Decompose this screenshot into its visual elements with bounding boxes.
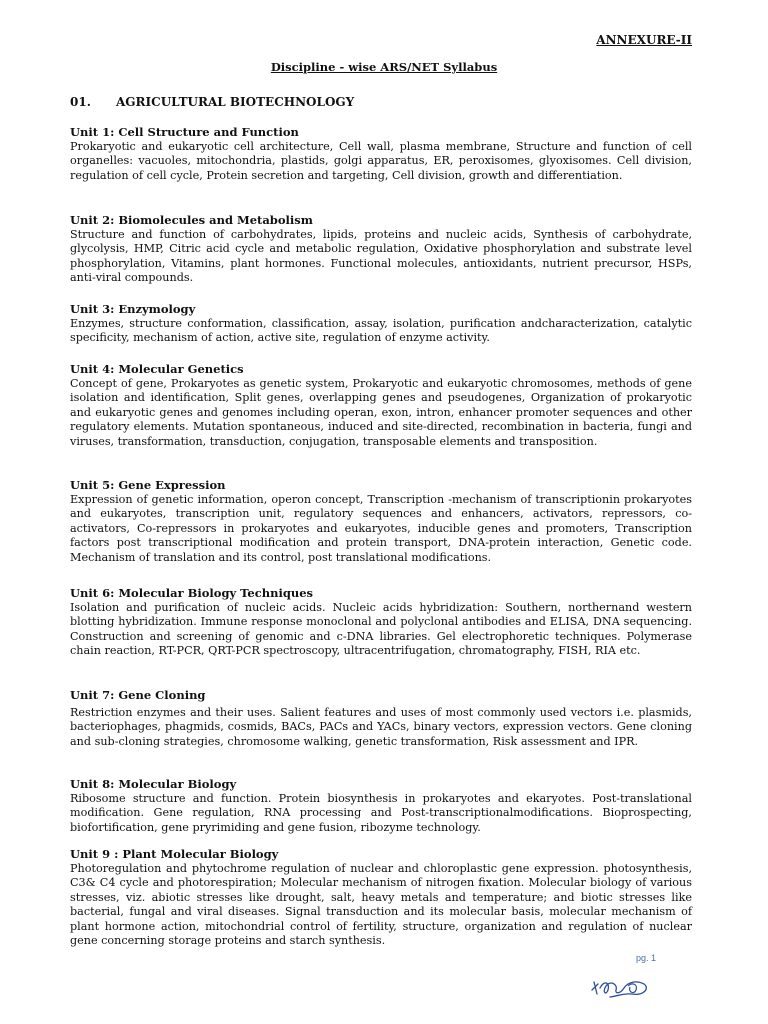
unit-body: Enzymes, structure conformation, classification, assay, isolation, purification andcharacterization, catalytic specificity, mechanism of action, active site, regulation of enzyme activity.: [70, 316, 692, 344]
unit-3: [70, 302, 692, 346]
unit-title: Unit 5: Gene Expression: [70, 478, 226, 492]
unit-title: Unit 4: Molecular Genetics: [70, 362, 244, 376]
section-name: AGRICULTURAL BIOTECHNOLOGY: [116, 95, 355, 109]
unit-body: Prokaryotic and eukaryotic cell architecture, Cell wall, plasma membrane, Structure and function of cell organelles: vacuoles, mitochondria, plastids, golgi apparatus, ER, peroxisomes, glyoxisomes. Cell division, regulation of cell cycle, Protein secretion and targeting, Cell division, growth and differentiation.: [70, 139, 692, 182]
unit-4: [70, 362, 692, 449]
unit-body: Concept of gene, Prokaryotes as genetic system, Prokaryotic and eukaryotic chromosomes, methods of gene isolation and identification, Split genes, overlapping genes and pseudogenes, Organization of prokaryotic and eukaryotic genes and genomes including operan, exon, intron, enhancer promoter sequences and other regulatory elements. Mutation spontaneous, induced and site-directed, recombination in bacteria, fungi and viruses, transformation, transduction, conjugation, transposable elements and transposition.: [70, 376, 692, 448]
unit-body: Structure and function of carbohydrates, lipids, proteins and nucleic acids, Synthesis of carbohydrate, glycolysis, HMP, Citric acid cycle and metabolic regulation, Oxidative phosphorylation and substrate level phosphorylation, Vitamins, plant hormones. Functional molecules, antioxidants, nutrient precursor, HSPs, anti-viral compounds.: [70, 227, 692, 284]
unit-body: Ribosome structure and function. Protein biosynthesis in prokaryotes and ekaryotes. Post-translational modification. Gene regulation, RNA processing and Post-transcriptionalmodifications. Bioprospecting, biofortification, gene pryrimiding and gene fusion, ribozyme technology.: [70, 791, 692, 834]
unit-5: [70, 478, 692, 565]
unit-body: Isolation and purification of nucleic acids. Nucleic acids hybridization: Southern, northernand western blotting hybridization. Immune response monoclonal and polyclonal antibodies and ELISA, DNA sequencing. Construction and screening of genomic and c-DNA libraries. Gel electrophoretic techniques. Polymerase chain reaction, RT-PCR, QRT-PCR spectroscopy, ultracentrifugation, chromatography, FISH, RIA etc.: [70, 600, 692, 657]
unit-title: Unit 2: Biomolecules and Metabolism: [70, 213, 313, 227]
unit-title: Unit 6: Molecular Biology Techniques: [70, 586, 314, 600]
unit-9: [70, 847, 692, 949]
unit-title: Unit 3: Enzymology: [70, 302, 196, 316]
unit-6: [70, 586, 692, 659]
unit-8: [70, 777, 692, 835]
unit-title: Unit 9 : Plant Molecular Biology: [70, 847, 279, 861]
signature-image: [588, 972, 654, 1000]
document-title: Discipline - wise ARS/NET Syllabus: [270, 60, 498, 74]
unit-2: [70, 213, 692, 286]
unit-1: [70, 125, 692, 183]
unit-title: Unit 1: Cell Structure and Function: [70, 125, 299, 139]
section-heading: [70, 95, 354, 109]
unit-title: Unit 8: Molecular Biology: [70, 777, 237, 791]
unit-7: [70, 688, 692, 749]
section-number: 01.: [70, 95, 91, 109]
unit-title: Unit 7: Gene Cloning: [70, 688, 206, 702]
unit-body: Restriction enzymes and their uses. Salient features and uses of most commonly used vectors i.e. plasmids, bacteriophages, phagmids, cosmids, BACs, PACs and YACs, binary vectors, expression vectors. Gene cloning and sub-cloning strategies, chromosome walking, genetic transformation, Risk assessment and IPR.: [70, 705, 692, 748]
page-number: pg. 1: [636, 953, 657, 963]
annexure-label: ANNEXURE-II: [596, 33, 692, 47]
unit-body: Photoregulation and phytochrome regulation of nuclear and chloroplastic gene expression. photosynthesis, C3& C4 cycle and photorespiration; Molecular mechanism of nitrogen fixation. Molecular biology of various stresses, viz. abiotic stresses like drought, salt, heavy metals and temperature; and biotic stresses like bacterial, fungal and viral diseases. Signal transduction and its molecular basis, molecular mechanism of plant hormone action, mitochondrial control of fertility, structure, organization and regulation of nuclear gene concerning storage proteins and starch synthesis.: [70, 861, 692, 947]
unit-body: Expression of genetic information, operon concept, Transcription -mechanism of transcriptionin prokaryotes and eukaryotes, transcription unit, regulatory sequences and enhancers, activators, repressors, co-activators, Co-repressors in prokaryotes and eukaryotes, inducible genes and promoters, Transcription factors post transcriptional modification and protein transport, DNA-protein interaction, Genetic code. Mechanism of translation and its control, post translational modifications.: [70, 492, 692, 564]
